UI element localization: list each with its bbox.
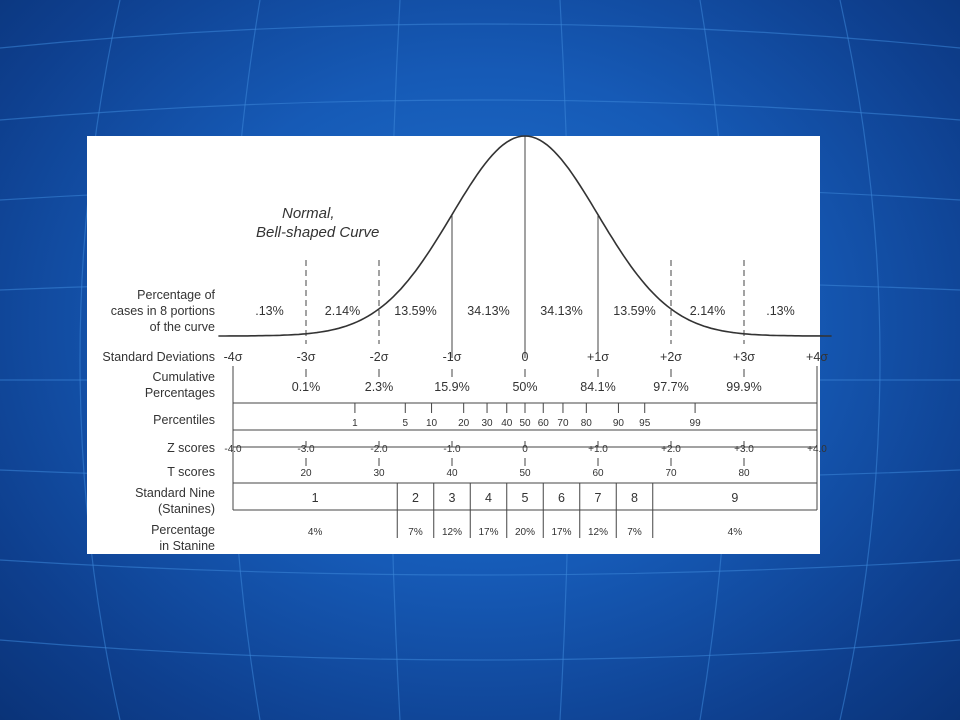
diagram-labels: [224, 304, 829, 538]
cumulative-percentage-label: 50%: [512, 380, 538, 394]
cumulative-percentage-label: 99.9%: [726, 380, 762, 394]
percentile-label: 1: [352, 418, 358, 429]
percentile-label: 90: [612, 418, 625, 429]
std-dev-tick-label: -4σ: [223, 350, 243, 364]
z-score-label: -2.0: [370, 444, 388, 455]
cumulative-percentage-label: 97.7%: [653, 380, 689, 394]
percentile-label: 70: [557, 418, 569, 429]
z-score-label: +2.0: [661, 444, 681, 455]
row-label-percentiles: Percentiles: [153, 413, 215, 427]
percentile-label: 80: [580, 418, 592, 429]
stanine-label: 3: [448, 491, 456, 505]
std-dev-tick-label: +4σ: [806, 350, 828, 364]
stanine-label: 5: [521, 491, 529, 505]
std-dev-tick-label: -2σ: [369, 350, 389, 364]
row-label-stanine-2: (Stanines): [158, 502, 215, 516]
curve-title-line1: Normal,: [282, 205, 335, 222]
stanine-label: 2: [412, 491, 419, 505]
case-percentage-label: .13%: [766, 304, 795, 318]
stanine-percentage-label: 12%: [441, 527, 463, 538]
cumulative-percentage-label: 15.9%: [434, 380, 470, 394]
stanine-percentage-label: 17%: [551, 527, 572, 538]
stanine-label: 4: [485, 491, 492, 505]
cumulative-percentage-label: 2.3%: [364, 380, 394, 394]
z-score-label: 0: [522, 444, 528, 455]
t-score-label: 50: [519, 468, 531, 479]
row-label-z-scores: Z scores: [167, 441, 215, 455]
t-score-label: 40: [446, 468, 458, 479]
std-dev-tick-label: 0: [521, 350, 529, 364]
cumulative-percentage-label: 0.1%: [291, 380, 321, 394]
stanine-label: 1: [311, 491, 319, 505]
case-percentage-label: 34.13%: [540, 304, 583, 318]
z-score-label: +3.0: [734, 444, 754, 455]
percentile-label: 99: [689, 418, 701, 429]
case-percentage-label: 2.14%: [324, 304, 361, 318]
normal-distribution-diagram: [87, 136, 828, 554]
stanine-label: 6: [558, 491, 565, 505]
z-score-label: -4.0: [224, 444, 242, 455]
z-score-label: +1.0: [588, 444, 608, 455]
row-label-pct-cases-2: cases in 8 portions: [110, 304, 215, 318]
stanine-percentage-label: 17%: [478, 527, 499, 538]
stanine-percentage-label: 4%: [307, 527, 323, 538]
percentile-label: 5: [402, 418, 409, 429]
row-label-std-dev: Standard Deviations: [102, 350, 215, 364]
row-label-cumulative-1: Cumulative: [152, 370, 215, 384]
percentile-label: 50: [519, 418, 531, 429]
z-score-label: -3.0: [297, 444, 315, 455]
percentile-label: 20: [458, 418, 470, 429]
case-percentage-label: .13%: [255, 304, 284, 318]
row-label-stanine-1: Standard Nine: [135, 486, 215, 500]
case-percentage-label: 13.59%: [613, 304, 656, 318]
stanine-label: 9: [731, 491, 739, 505]
case-percentage-label: 13.59%: [394, 304, 437, 318]
stanine-percentage-label: 20%: [514, 527, 536, 538]
percentile-label: 95: [639, 418, 651, 429]
stanine-label: 8: [631, 491, 638, 505]
t-score-label: 60: [592, 468, 604, 479]
percentile-label: 40: [501, 418, 513, 429]
stanine-percentage-label: 7%: [408, 527, 423, 538]
std-dev-tick-label: -1σ: [442, 350, 462, 364]
row-label-pct-cases-3: of the curve: [149, 320, 215, 334]
row-label-pct-stanine-2: in Stanine: [159, 539, 215, 553]
t-score-label: 70: [665, 468, 677, 479]
std-dev-tick-label: +2σ: [660, 350, 682, 364]
z-score-label: +4.0: [807, 444, 827, 455]
row-label-cumulative-2: Percentages: [144, 386, 215, 400]
case-percentage-label: 34.13%: [467, 304, 510, 318]
stanine-percentage-label: 4%: [727, 527, 743, 538]
stanine-percentage-label: 12%: [587, 527, 609, 538]
z-score-label: -1.0: [443, 444, 461, 455]
percentile-label: 10: [425, 418, 438, 429]
stanine-label: 7: [594, 491, 602, 505]
stanine-percentage-label: 7%: [627, 527, 642, 538]
row-label-pct-cases-1: Percentage of: [137, 288, 215, 302]
t-score-label: 30: [373, 468, 385, 479]
curve-title-line2: Bell-shaped Curve: [256, 224, 380, 241]
case-percentage-label: 2.14%: [689, 304, 726, 318]
normal-distribution-figure: [87, 136, 828, 554]
percentile-label: 60: [537, 418, 549, 429]
row-label-t-scores: T scores: [167, 465, 215, 479]
cumulative-percentage-label: 84.1%: [580, 380, 616, 394]
std-dev-tick-label: +1σ: [587, 350, 609, 364]
t-score-label: 80: [738, 468, 750, 479]
row-label-pct-stanine-1: Percentage: [151, 523, 215, 537]
std-dev-tick-label: +3σ: [733, 350, 755, 364]
std-dev-tick-label: -3σ: [296, 350, 316, 364]
percentile-label: 30: [481, 418, 493, 429]
t-score-label: 20: [300, 468, 312, 479]
